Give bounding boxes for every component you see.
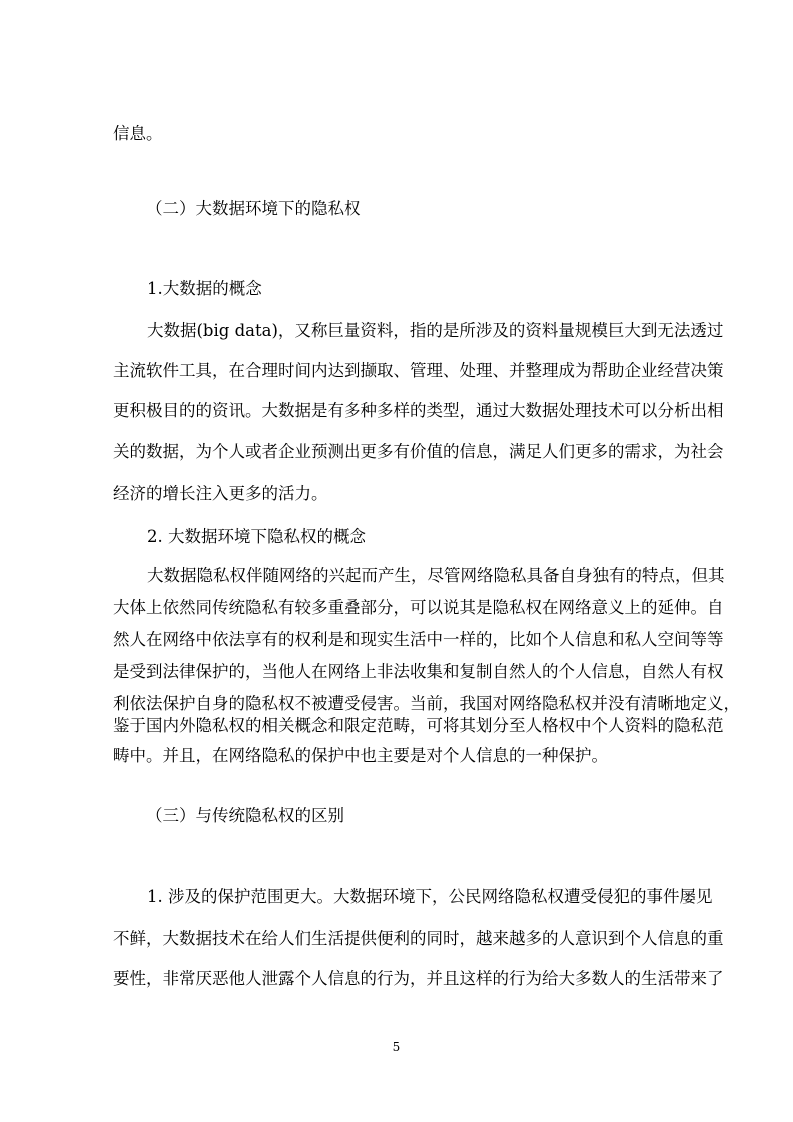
- paragraph-line: 经济的增长注入更多的活力。: [113, 484, 328, 503]
- paragraph-line: 要性，非常厌恶他人泄露个人信息的行为，并且这样的行为给大多数人的生活带来了: [113, 969, 724, 988]
- paragraph-line: 利依法保护自身的隐私权不被遭受侵害。当前，我国对网络隐私权并没有清晰地定义，: [113, 694, 740, 713]
- paragraph-line: 大数据(big data)，又称巨量资料，指的是所涉及的资料量规模巨大到无法透过: [147, 321, 724, 340]
- subsection-heading: 1.大数据的概念: [147, 279, 262, 298]
- section-heading: （三）与传统隐私权的区别: [146, 806, 344, 825]
- paragraph-line: 鉴于国内外隐私权的相关概念和限定范畴，可将其划分至人格权中个人资料的隐私范: [113, 716, 724, 735]
- paragraph-line: 更积极目的的资讯。大数据是有多种多样的类型，通过大数据处理技术可以分析出相: [113, 401, 724, 420]
- paragraph-line: 大数据隐私权伴随网络的兴起而产生，尽管网络隐私具备自身独有的特点，但其: [147, 566, 725, 585]
- paragraph-line: 畴中。并且，在网络隐私的保护中也主要是对个人信息的一种保护。: [113, 746, 608, 765]
- paragraph-line: 1. 涉及的保护范围更大。大数据环境下，公民网络隐私权遭受侵犯的事件屡见: [147, 887, 713, 906]
- paragraph-line: 关的数据，为个人或者企业预测出更多有价值的信息，满足人们更多的需求，为社会: [113, 442, 724, 461]
- paragraph-line: 是受到法律保护的，当他人在网络上非法收集和复制自然人的个人信息，自然人有权: [113, 662, 724, 681]
- section-heading: （二）大数据环境下的隐私权: [146, 199, 361, 218]
- paragraph-line: 然人在网络中依法享有的权利是和现实生活中一样的，比如个人信息和私人空间等等: [113, 630, 724, 649]
- paragraph-line: 不鲜，大数据技术在给人们生活提供便利的同时，越来越多的人意识到个人信息的重: [113, 929, 724, 948]
- subsection-heading: 2. 大数据环境下隐私权的概念: [147, 527, 366, 546]
- page-number: 5: [392, 1040, 401, 1054]
- paragraph-line: 大体上依然同传统隐私有较多重叠部分，可以说其是隐私权在网络意义上的延伸。自: [113, 598, 724, 617]
- paragraph-line: 信息。: [113, 124, 163, 143]
- paragraph-line: 主流软件工具，在合理时间内达到撷取、管理、处理、并整理成为帮助企业经营决策: [113, 361, 724, 380]
